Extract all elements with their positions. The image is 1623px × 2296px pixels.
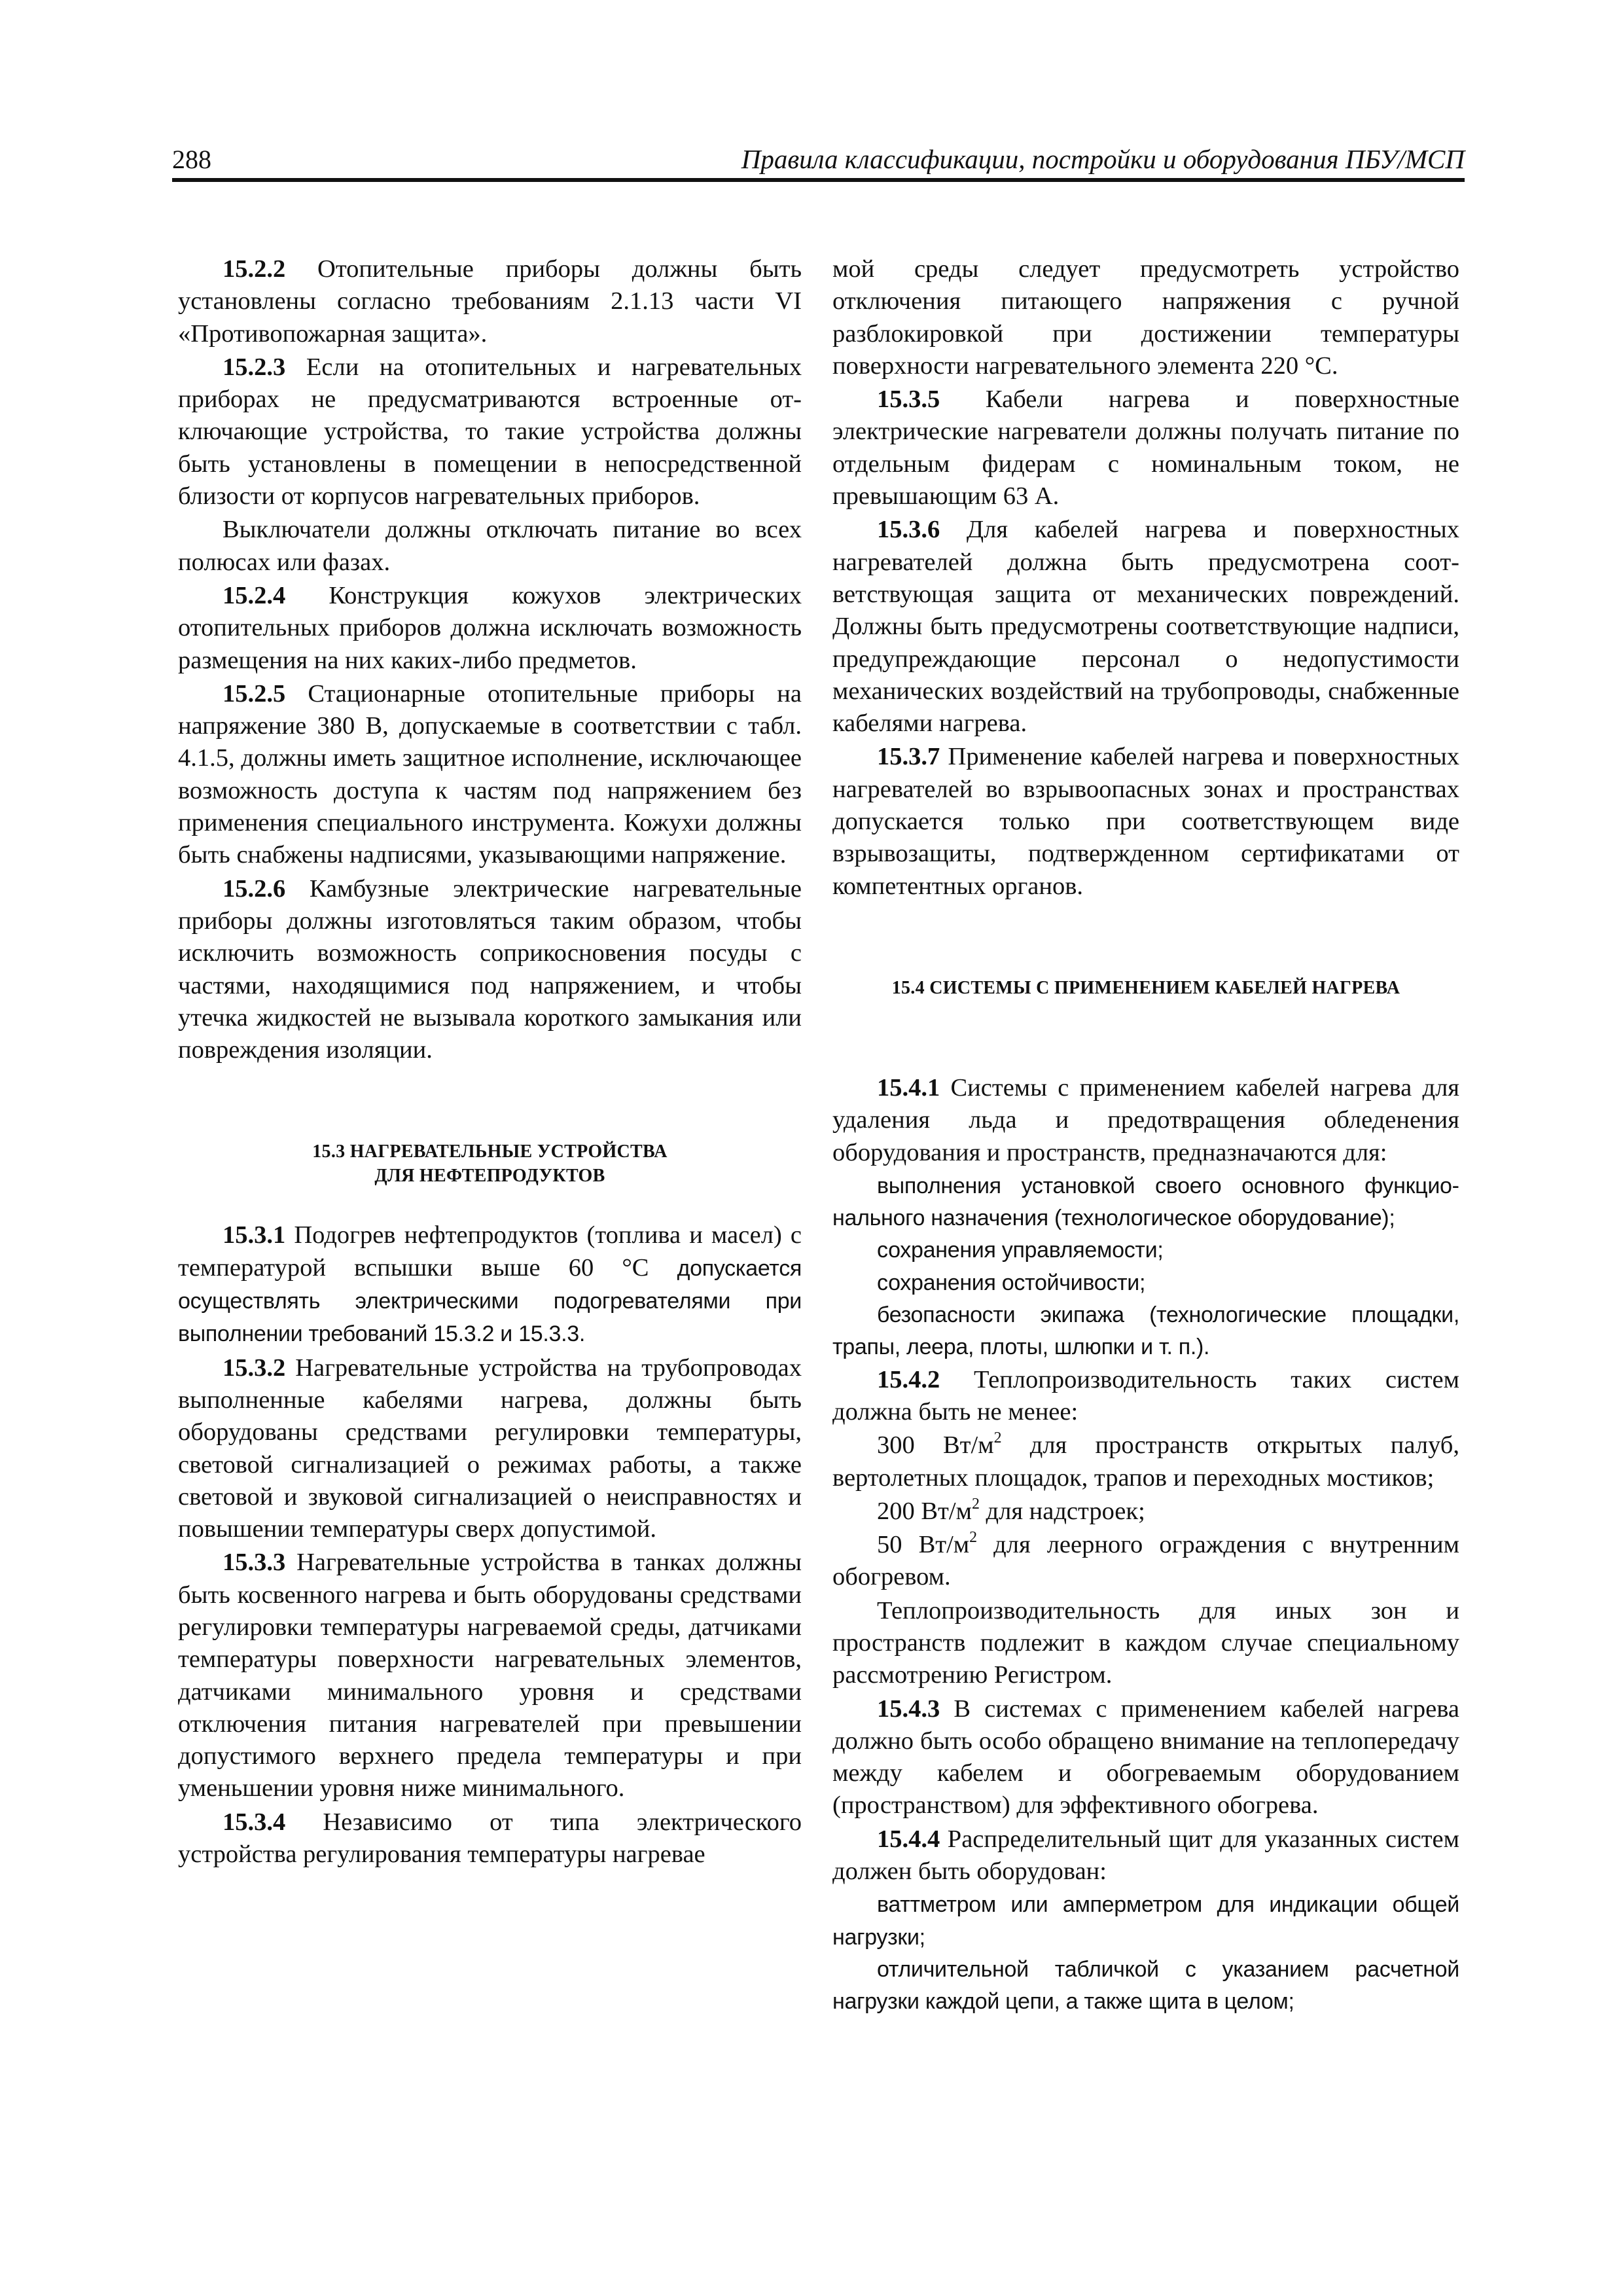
paragraph-text: Отопительные приборы должны быть установлены согласно требованиям 2.1.13 части VI «Противопожарная защита». [178,255,802,348]
paragraph-15-3-5 [832,384,1459,512]
superscript: 2 [971,1495,980,1513]
clause-number: 15.3.5 [877,386,940,414]
paragraph-text: Кабели нагрева и поверхностные электрические нагреватели должны получать питание по отдельным фидерам с номинальным током, не превышающим 63 А. [832,386,1459,511]
paragraph-15-2-2 [178,253,802,350]
clause-number: 15.4.4 [877,1825,940,1853]
right-column [832,253,1459,2018]
clause-number: 15.2.4 [223,581,286,609]
heat-output-300 [832,1429,1459,1494]
paragraph-text: Теплопроизводительность таких систем должна быть не менее: [832,1365,1459,1426]
paragraph-text: Стационарные отопительные приборы на напряжение 380 В, допускаемые в соответствии с табл. 4.1.5, должны иметь защитное исполнение, исключающее возможность доступа к частям под напряжением без применения специального инструмента. Кожухи должны быть снабжены надписями, указывающими напряжение. [178,679,802,869]
clause-number: 15.4.1 [877,1073,940,1102]
paragraph-15-3-7 [832,741,1459,902]
clause-number: 15.3.2 [223,1354,286,1382]
paragraph-text: Нагревательные устройства на трубопроводах выполненные кабелями нагрева, должны быть оборудованы средствами регулировки температуры, световой сигнализацией о режимах работы, а также световой и звуковой сигнализацией о неисправностях и повышении температуры сверх допустимой. [178,1354,802,1543]
paragraph-15-4-2 [832,1364,1459,1429]
paragraph-text: Камбузные электрические нагревательные приборы должны изготовляться таким образом, чтобы исключить возможность соприкосновения посуды с частями, находящимися под напряжением, и чтобы утечка жидкостей не вызывала короткого замыкания или повреждения изоляции. [178,874,802,1064]
heat-output-200 [832,1496,1459,1528]
clause-number: 15.2.2 [223,255,286,283]
paragraph-15-2-6 [178,873,802,1067]
heat-text: для леерного ограждения с внутренним обогревом. [832,1531,1459,1591]
paragraph-15-3-3 [178,1547,802,1804]
paragraph-15-2-3 [178,351,802,512]
heat-text: для пространств открытых палуб, вертолетных площадок, трапов и переходных мостиков; [832,1431,1459,1492]
clause-number: 15.3.3 [223,1549,286,1577]
paragraph-15-4-4 [832,1823,1459,1888]
paragraph-other-zones: Теплопроизводительность для иных зон и пространств подлежит в каждом случае специальному рассмотрению Регистром. [832,1596,1459,1689]
list-item: безопасности экипажа (технологические площадки, трапы, леера, плоты, шлюпки и т. п.). [832,1302,1459,1360]
clause-number: 15.2.3 [223,353,286,381]
paragraph-15-4-1 [832,1072,1459,1169]
page-header [172,137,1465,182]
paragraph-text: Нагревательные устройства в танках должны быть косвенного нагрева и быть оборудованы средствами регулировки температуры нагреваемой среды, датчиками температуры поверхности нагревательных элементов, датчиками минимального уровня и средствами отключения питания нагревателей при превышении допустимого верхнего предела температуры и при уменьшении уровня ниже минимального. [178,1549,802,1803]
list-item: сохранения управляемости; [877,1238,1164,1263]
paragraph-15-4-3 [832,1693,1459,1822]
clause-number: 15.4.3 [877,1695,940,1723]
section-heading-line: ДЛЯ НЕФТЕПРОДУКТОВ [374,1166,605,1187]
paragraph-text: Конструкция кожухов электрических отопительных приборов должна исключать возможность размещения на них каких-либо предметов. [178,581,802,674]
paragraph-text: Применение кабелей нагрева и поверхностных нагревателей во взрывоопасных зонах и пространствах допускается только при соответствующем виде взрывозащиты, подтвержденном сертификатами от компетентных органов. [832,743,1459,900]
list-item: сохранения остойчивости; [877,1270,1146,1295]
paragraph-15-3-2 [178,1352,802,1546]
clause-number: 15.4.2 [877,1365,940,1393]
heat-value: 300 Вт/м [877,1431,994,1460]
clause-number: 15.2.6 [223,874,286,903]
paragraph-text: Распределительный щит для указанных систем должен быть оборудован: [832,1825,1459,1886]
clause-number: 15.2.5 [223,679,286,708]
heat-output-50 [832,1529,1459,1594]
spacer [832,1000,1459,1072]
superscript: 2 [969,1529,978,1547]
list-item: ваттметром или амперметром для индикации общей нагрузки; [832,1892,1459,1950]
superscript: 2 [993,1429,1002,1447]
clause-number: 15.3.6 [877,516,940,544]
list-item: отличительной табличкой с указанием расчетной нагрузки каждой цепи, а также щита в целом; [832,1956,1459,2015]
paragraph-text: Независимо от типа электрического устройства регулирования температуры нагревае [178,1808,802,1869]
paragraph-15-3-1 [178,1219,802,1350]
paragraph-15-2-5 [178,678,802,872]
heat-value: 50 Вт/м [877,1531,970,1559]
page-number: 288 [172,145,211,174]
paragraph-text: Подогрев нефтепродуктов (топлива и масел) с температурой вспышки выше 60 °С [178,1221,802,1282]
spacer [832,904,1459,976]
paragraph-text: Если на отопительных и нагревательных приборах не предусматриваются встроенные отключающие устройства, то такие устройства должны быть установлены в помещении в непосредственной близости от корпусов нагревательных приборов. [178,353,802,511]
heat-text: для надстроек; [979,1497,1145,1525]
paragraph-15-2-4 [178,580,802,677]
running-title: Правила классификации, постройки и оборудования ПБУ/МСП [741,144,1465,174]
paragraph-text: допускается осуществлять электрическими подогревателями при выполнении требований 15.3.2 и 15.3.3. [178,1255,802,1347]
spacer [178,1188,802,1219]
clause-number: 15.3.4 [223,1808,286,1836]
paragraph-15-3-6 [832,514,1459,740]
clause-number: 15.3.7 [877,743,940,771]
paragraph-15-3-4 [178,1806,802,1871]
section-heading-15-3 [178,1139,802,1188]
paragraph-text: Системы с применением кабелей нагрева для удаления льда и предотвращения обледенения оборудования и пространств, предназначаются для: [832,1073,1459,1166]
paragraph-15-3-4-continued: мой среды следует предусмотреть устройство отключения питающего напряжения с ручной разблокировкой при достижении температуры поверхности нагревательного элемента 220 °С. [832,255,1459,380]
paragraph-text: В системах с применением кабелей нагрева должно быть особо обращено внимание на теплопередачу между кабелем и обогреваемым оборудованием (пространством) для эффективного обогрева. [832,1695,1459,1820]
section-heading-15-4: 15.4 СИСТЕМЫ С ПРИМЕНЕНИЕМ КАБЕЛЕЙ НАГРЕВА [891,977,1400,998]
clause-number: 15.3.1 [223,1221,286,1249]
left-column [178,253,802,1872]
heat-value: 200 Вт/м [877,1497,972,1525]
section-heading-line: 15.3 НАГРЕВАТЕЛЬНЫЕ УСТРОЙСТВА [312,1141,668,1162]
spacer [178,1067,802,1139]
paragraph-switches: Выключатели должны отключать питание во всех полюсах или фазах. [178,516,802,576]
list-item: выполнения установкой своего основного функционального назначения (технологическое оборудование); [832,1173,1459,1231]
paragraph-text: Для кабелей нагрева и поверхностных нагревателей должна быть предусмотрена соответствующая защита от механических повреждений. Должны быть предусмотрены соответствующие надписи, предупреждающие персонал о недопустимости механических воздействий на трубопроводы, снабженные кабелями нагрева. [832,516,1459,738]
